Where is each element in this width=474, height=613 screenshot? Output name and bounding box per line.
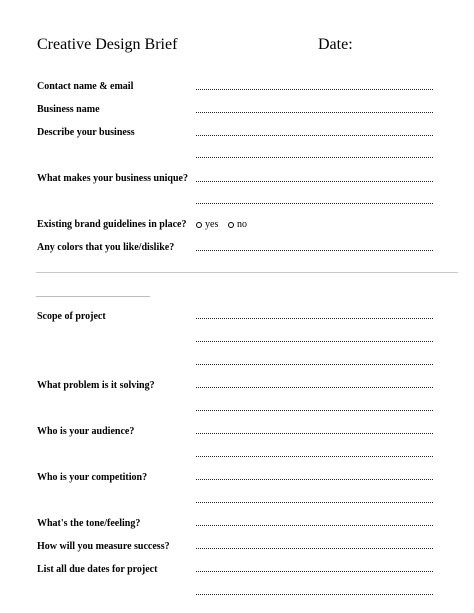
- date-label: Date:: [318, 36, 353, 53]
- scope-label: Scope of project: [37, 311, 106, 322]
- due-dates-label: List all due dates for project: [37, 564, 158, 575]
- unique-label: What makes your business unique?: [37, 173, 188, 184]
- describe-business-label: Describe your business: [37, 127, 135, 138]
- success-label: How will you measure success?: [37, 541, 170, 552]
- due-dates-field-2[interactable]: [196, 594, 433, 595]
- business-name-field[interactable]: [196, 112, 433, 113]
- page-title: Creative Design Brief: [37, 36, 178, 53]
- colors-label: Any colors that you like/dislike?: [37, 242, 175, 253]
- contact-label: Contact name & email: [37, 81, 134, 92]
- brand-guidelines-label: Existing brand guidelines in place?: [37, 219, 187, 230]
- radio-no[interactable]: [228, 219, 247, 230]
- radio-yes[interactable]: [196, 219, 218, 230]
- competition-field-1[interactable]: [196, 479, 433, 480]
- unique-field-2[interactable]: [196, 203, 433, 204]
- short-divider: [36, 296, 150, 297]
- radio-circle-icon: [196, 222, 202, 228]
- describe-business-field-2[interactable]: [196, 157, 433, 158]
- scope-field-1[interactable]: [196, 318, 433, 319]
- competition-field-2[interactable]: [196, 502, 433, 503]
- competition-label: Who is your competition?: [37, 472, 148, 483]
- business-name-label: Business name: [37, 104, 100, 115]
- audience-label: Who is your audience?: [37, 426, 135, 437]
- describe-business-field-1[interactable]: [196, 135, 433, 136]
- colors-field[interactable]: [196, 250, 433, 251]
- due-dates-field-1[interactable]: [196, 571, 433, 572]
- contact-field[interactable]: [196, 89, 433, 90]
- radio-no-label: no: [237, 219, 247, 230]
- scope-field-3[interactable]: [196, 364, 433, 365]
- audience-field-2[interactable]: [196, 456, 433, 457]
- tone-field[interactable]: [196, 525, 433, 526]
- problem-field-1[interactable]: [196, 387, 433, 388]
- section-divider: [36, 272, 458, 273]
- unique-field-1[interactable]: [196, 181, 433, 182]
- radio-circle-icon: [228, 222, 234, 228]
- tone-label: What's the tone/feeling?: [37, 518, 141, 529]
- audience-field-1[interactable]: [196, 433, 433, 434]
- success-field[interactable]: [196, 548, 433, 549]
- radio-yes-label: yes: [205, 219, 219, 230]
- problem-label: What problem is it solving?: [37, 380, 155, 391]
- problem-field-2[interactable]: [196, 410, 433, 411]
- scope-field-2[interactable]: [196, 341, 433, 342]
